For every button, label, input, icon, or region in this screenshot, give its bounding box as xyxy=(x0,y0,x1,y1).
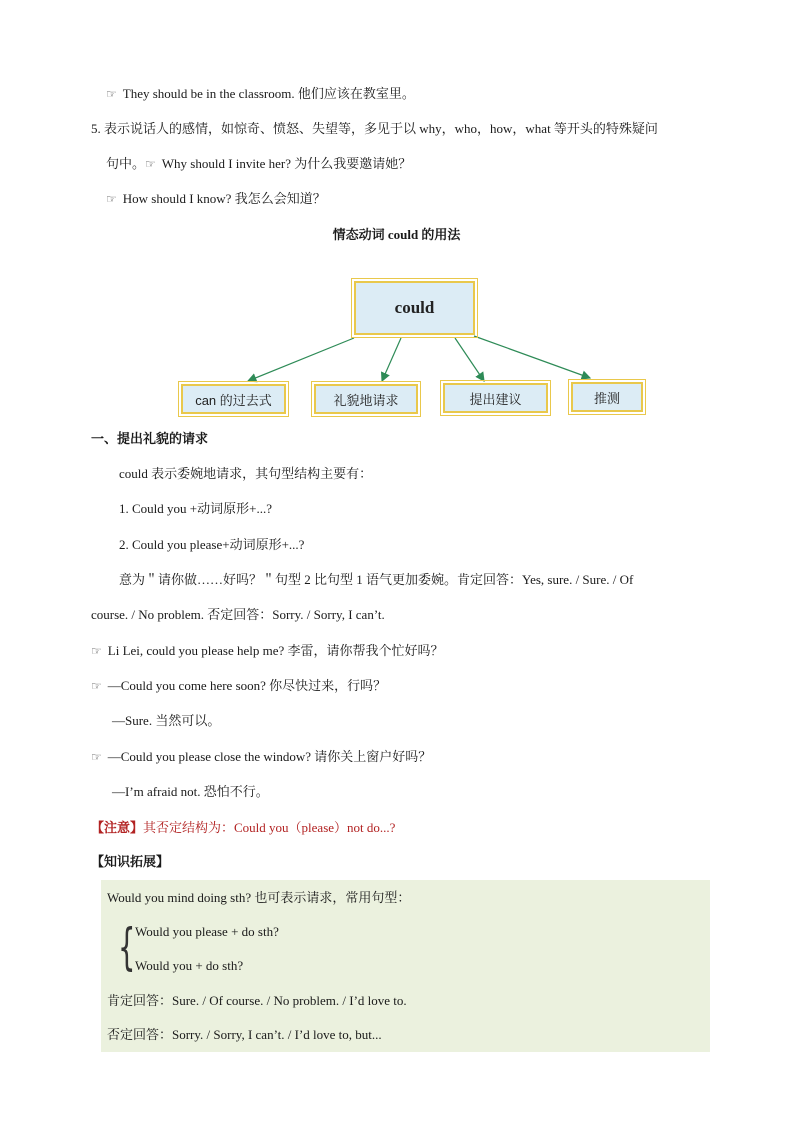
arrow-to-inference xyxy=(474,336,590,378)
meaning-line-2: course. / No problem. 否定回答：Sorry. / Sorry, I can’t. xyxy=(91,607,385,622)
pointing-hand-icon: ☞ xyxy=(91,644,102,658)
example-3-answer: —I’m afraid not. 恐怕不行。 xyxy=(112,784,269,799)
example-3-question xyxy=(91,748,431,766)
pointing-hand-icon: ☞ xyxy=(91,679,102,693)
example-text: Li Lei, could you please help me? 李雷，请你帮我个忙好吗？ xyxy=(107,643,444,658)
example-text: —Could you please close the window? 请你关上窗户好吗？ xyxy=(107,749,432,764)
example-2-answer: —Sure. 当然可以。 xyxy=(112,713,221,728)
item-5-line: 5. 表示说话人的感情，如惊奇、愤怒、失望等，多见于以 why，who，how，what 等开头的特殊疑问 xyxy=(91,121,658,136)
note-line xyxy=(91,819,395,837)
arrow-to-past-tense xyxy=(248,338,354,381)
extension-positive-answer: 肯定回答：Sure. / Of course. / No problem. / I’d love to. xyxy=(107,993,407,1008)
section-heading: 一、提出礼貌的请求 xyxy=(91,431,209,446)
example-text: They should be in the classroom. 他们应该在教室里。 xyxy=(122,86,415,101)
extension-pattern-a: Would you please + do sth? xyxy=(135,924,279,939)
pointing-hand-icon: ☞ xyxy=(145,157,156,171)
example-text: Why should I invite her? 为什么我要邀请她？ xyxy=(161,156,412,171)
diagram-title: 情态动词 could 的用法 xyxy=(332,227,461,242)
pattern-1: 1. Could you +动词原形+...? xyxy=(119,501,272,516)
section-intro: could 表示委婉地请求，其句型结构主要有： xyxy=(119,466,373,481)
left-brace-icon: { xyxy=(118,918,136,976)
note-label: 【注意】 xyxy=(91,820,144,835)
item-5-prefix: 句中。 xyxy=(106,156,146,171)
note-text: 其否定结构为：Could you（please）not do...? xyxy=(143,820,396,835)
diagram-branch-polite-request: 礼貌地请求 xyxy=(314,384,418,414)
pattern-2: 2. Could you please+动词原形+...? xyxy=(119,537,305,552)
arrow-to-request xyxy=(382,338,401,381)
diagram-branch-past-tense: can 的过去式 xyxy=(181,384,286,414)
diagram-center-could: could xyxy=(354,281,475,335)
extension-pattern-b: Would you + do sth? xyxy=(135,958,244,973)
pointing-hand-icon: ☞ xyxy=(106,87,117,101)
example-text: How should I know? 我怎么会知道？ xyxy=(122,191,326,206)
example-text: —Could you come here soon? 你尽快过来，行吗？ xyxy=(107,678,387,693)
arrow-to-suggestion xyxy=(455,338,484,381)
example-2-question xyxy=(91,677,386,695)
diagram-branch-inference: 推测 xyxy=(571,382,643,412)
extension-negative-answer: 否定回答：Sorry. / Sorry, I can’t. / I’d love to, but... xyxy=(107,1027,382,1042)
extension-intro: Would you mind doing sth? 也可表示请求，常用句型： xyxy=(107,890,411,905)
pointing-hand-icon: ☞ xyxy=(91,750,102,764)
diagram-branch-suggestion: 提出建议 xyxy=(443,383,548,413)
extension-heading: 【知识拓展】 xyxy=(91,854,170,869)
pointing-hand-icon: ☞ xyxy=(106,192,117,206)
example-1 xyxy=(91,642,444,660)
meaning-line-1: 意为＂请你做……好吗？＂句型 2 比句型 1 语气更加委婉。肯定回答：Yes, sure. / Sure. / Of xyxy=(119,572,634,587)
